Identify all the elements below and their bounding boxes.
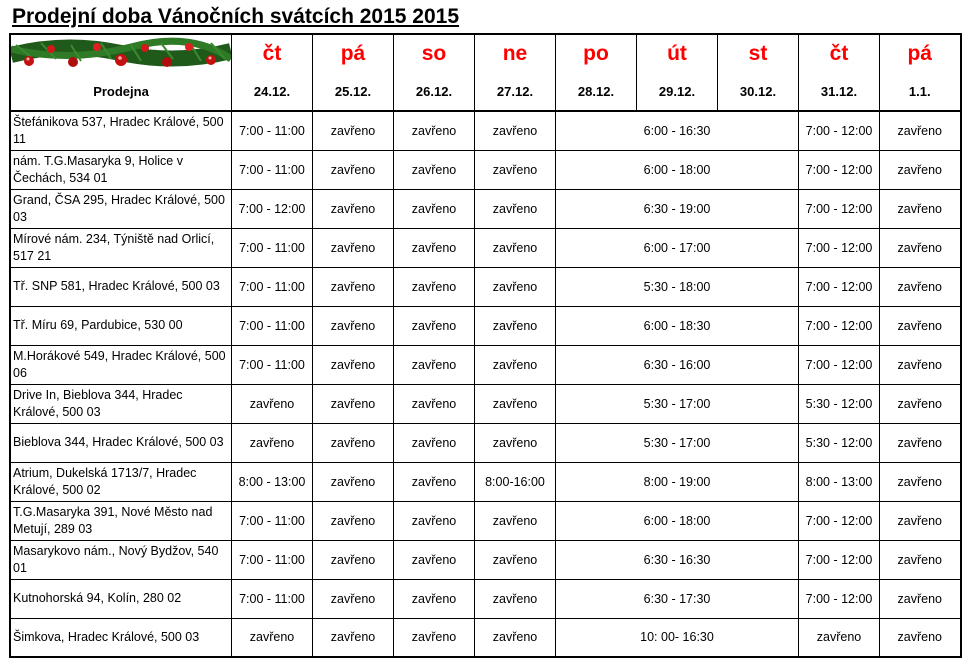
hours-27-12: zavřeno: [475, 423, 556, 462]
hours-24-12: 7:00 - 12:00: [232, 189, 313, 228]
store-address: Štefánikova 537, Hradec Králové, 500 11: [10, 111, 232, 150]
hours-28-30-12: 6:30 - 16:30: [556, 540, 799, 579]
hours-28-30-12: 6:00 - 18:30: [556, 306, 799, 345]
hours-25-12: zavřeno: [313, 267, 394, 306]
table-row: [10, 579, 961, 618]
hours-26-12: zavřeno: [394, 267, 475, 306]
hours-27-12: zavřeno: [475, 150, 556, 189]
store-address: Kutnohorská 94, Kolín, 280 02: [10, 579, 232, 618]
hours-1-1: zavřeno: [880, 228, 961, 267]
store-address: Šimkova, Hradec Králové, 500 03: [10, 618, 232, 657]
store-address: Drive In, Bieblova 344, Hradec Králové, 500 03: [10, 384, 232, 423]
day-name-header: čt: [799, 34, 880, 73]
table-row: [10, 384, 961, 423]
hours-24-12: 7:00 - 11:00: [232, 111, 313, 150]
day-name-header: st: [718, 34, 799, 73]
table-row: [10, 462, 961, 501]
table-row: [10, 267, 961, 306]
hours-24-12: 7:00 - 11:00: [232, 579, 313, 618]
hours-25-12: zavřeno: [313, 618, 394, 657]
hours-1-1: zavřeno: [880, 618, 961, 657]
hours-26-12: zavřeno: [394, 189, 475, 228]
hours-31-12: 8:00 - 13:00: [799, 462, 880, 501]
hours-26-12: zavřeno: [394, 618, 475, 657]
hours-27-12: 8:00-16:00: [475, 462, 556, 501]
store-address: T.G.Masaryka 391, Nové Město nad Metují, 289 03: [10, 501, 232, 540]
day-name-header: pá: [313, 34, 394, 73]
day-name-header: pá: [880, 34, 961, 73]
hours-28-30-12: 6:00 - 18:00: [556, 150, 799, 189]
hours-1-1: zavřeno: [880, 501, 961, 540]
hours-1-1: zavřeno: [880, 345, 961, 384]
hours-25-12: zavřeno: [313, 501, 394, 540]
hours-27-12: zavřeno: [475, 306, 556, 345]
hours-25-12: zavřeno: [313, 189, 394, 228]
hours-31-12: 7:00 - 12:00: [799, 501, 880, 540]
hours-27-12: zavřeno: [475, 189, 556, 228]
hours-25-12: zavřeno: [313, 150, 394, 189]
hours-31-12: zavřeno: [799, 618, 880, 657]
table-row: [10, 111, 961, 150]
hours-31-12: 7:00 - 12:00: [799, 150, 880, 189]
hours-31-12: 5:30 - 12:00: [799, 384, 880, 423]
date-header: 29.12.: [637, 73, 718, 111]
table-row: [10, 150, 961, 189]
table-row: [10, 189, 961, 228]
hours-26-12: zavřeno: [394, 579, 475, 618]
christmas-garland-icon: [11, 35, 231, 73]
hours-1-1: zavřeno: [880, 189, 961, 228]
hours-24-12: 7:00 - 11:00: [232, 228, 313, 267]
hours-27-12: zavřeno: [475, 501, 556, 540]
hours-26-12: zavřeno: [394, 384, 475, 423]
hours-31-12: 7:00 - 12:00: [799, 267, 880, 306]
opening-hours-table: [9, 33, 962, 658]
hours-26-12: zavřeno: [394, 150, 475, 189]
hours-27-12: zavřeno: [475, 540, 556, 579]
hours-28-30-12: 6:00 - 18:00: [556, 501, 799, 540]
store-address: Mírové nám. 234, Týniště nad Orlicí, 517 21: [10, 228, 232, 267]
hours-25-12: zavřeno: [313, 579, 394, 618]
hours-31-12: 7:00 - 12:00: [799, 345, 880, 384]
hours-1-1: zavřeno: [880, 579, 961, 618]
hours-24-12: 7:00 - 11:00: [232, 540, 313, 579]
store-column-header: Prodejna: [10, 73, 232, 111]
hours-27-12: zavřeno: [475, 111, 556, 150]
store-address: Bieblova 344, Hradec Králové, 500 03: [10, 423, 232, 462]
hours-26-12: zavřeno: [394, 306, 475, 345]
store-address: nám. T.G.Masaryka 9, Holice v Čechách, 534 01: [10, 150, 232, 189]
day-name-header: ne: [475, 34, 556, 73]
hours-24-12: zavřeno: [232, 384, 313, 423]
store-address: Atrium, Dukelská 1713/7, Hradec Králové, 500 02: [10, 462, 232, 501]
hours-31-12: 5:30 - 12:00: [799, 423, 880, 462]
table-row: [10, 618, 961, 657]
hours-27-12: zavřeno: [475, 384, 556, 423]
hours-26-12: zavřeno: [394, 462, 475, 501]
page-title: Prodejní doba Vánočních svátcích 2015 2015: [12, 5, 460, 28]
hours-25-12: zavřeno: [313, 462, 394, 501]
hours-24-12: 7:00 - 11:00: [232, 306, 313, 345]
date-header: 28.12.: [556, 73, 637, 111]
hours-31-12: 7:00 - 12:00: [799, 540, 880, 579]
hours-26-12: zavřeno: [394, 228, 475, 267]
hours-24-12: zavřeno: [232, 423, 313, 462]
hours-24-12: 7:00 - 11:00: [232, 267, 313, 306]
header-date-row: [10, 73, 961, 111]
hours-28-30-12: 8:00 - 19:00: [556, 462, 799, 501]
hours-27-12: zavřeno: [475, 267, 556, 306]
hours-1-1: zavřeno: [880, 150, 961, 189]
hours-28-30-12: 6:30 - 17:30: [556, 579, 799, 618]
hours-1-1: zavřeno: [880, 540, 961, 579]
hours-1-1: zavřeno: [880, 306, 961, 345]
hours-26-12: zavřeno: [394, 501, 475, 540]
hours-27-12: zavřeno: [475, 345, 556, 384]
date-header: 25.12.: [313, 73, 394, 111]
date-header: 24.12.: [232, 73, 313, 111]
hours-28-30-12: 6:00 - 17:00: [556, 228, 799, 267]
hours-27-12: zavřeno: [475, 618, 556, 657]
hours-26-12: zavřeno: [394, 345, 475, 384]
hours-31-12: 7:00 - 12:00: [799, 111, 880, 150]
hours-28-30-12: 6:00 - 16:30: [556, 111, 799, 150]
store-address: Masarykovo nám., Nový Bydžov, 540 01: [10, 540, 232, 579]
hours-25-12: zavřeno: [313, 111, 394, 150]
hours-1-1: zavřeno: [880, 423, 961, 462]
date-header: 27.12.: [475, 73, 556, 111]
hours-31-12: 7:00 - 12:00: [799, 189, 880, 228]
date-header: 26.12.: [394, 73, 475, 111]
table-row: [10, 345, 961, 384]
hours-25-12: zavřeno: [313, 345, 394, 384]
hours-26-12: zavřeno: [394, 111, 475, 150]
day-name-header: so: [394, 34, 475, 73]
hours-1-1: zavřeno: [880, 267, 961, 306]
hours-25-12: zavřeno: [313, 423, 394, 462]
hours-25-12: zavřeno: [313, 306, 394, 345]
hours-1-1: zavřeno: [880, 462, 961, 501]
day-name-header: po: [556, 34, 637, 73]
date-header: 1.1.: [880, 73, 961, 111]
hours-1-1: zavřeno: [880, 384, 961, 423]
hours-24-12: 7:00 - 11:00: [232, 501, 313, 540]
hours-28-30-12: 6:30 - 16:00: [556, 345, 799, 384]
store-address: Tř. SNP 581, Hradec Králové, 500 03: [10, 267, 232, 306]
date-header: 31.12.: [799, 73, 880, 111]
hours-25-12: zavřeno: [313, 384, 394, 423]
hours-31-12: 7:00 - 12:00: [799, 306, 880, 345]
hours-24-12: zavřeno: [232, 618, 313, 657]
table-row: [10, 306, 961, 345]
hours-26-12: zavřeno: [394, 540, 475, 579]
store-address: Tř. Míru 69, Pardubice, 530 00: [10, 306, 232, 345]
hours-28-30-12: 5:30 - 17:00: [556, 423, 799, 462]
hours-24-12: 8:00 - 13:00: [232, 462, 313, 501]
hours-31-12: 7:00 - 12:00: [799, 228, 880, 267]
hours-24-12: 7:00 - 11:00: [232, 345, 313, 384]
hours-28-30-12: 10: 00- 16:30: [556, 618, 799, 657]
christmas-garland-image: [10, 34, 232, 73]
hours-28-30-12: 5:30 - 18:00: [556, 267, 799, 306]
hours-27-12: zavřeno: [475, 579, 556, 618]
table-row: [10, 540, 961, 579]
hours-28-30-12: 5:30 - 17:00: [556, 384, 799, 423]
day-name-header: čt: [232, 34, 313, 73]
hours-25-12: zavřeno: [313, 540, 394, 579]
day-name-header: út: [637, 34, 718, 73]
hours-31-12: 7:00 - 12:00: [799, 579, 880, 618]
table-row: [10, 228, 961, 267]
hours-24-12: 7:00 - 11:00: [232, 150, 313, 189]
table-row: [10, 501, 961, 540]
table-row: [10, 423, 961, 462]
hours-28-30-12: 6:30 - 19:00: [556, 189, 799, 228]
hours-1-1: zavřeno: [880, 111, 961, 150]
hours-26-12: zavřeno: [394, 423, 475, 462]
hours-25-12: zavřeno: [313, 228, 394, 267]
date-header: 30.12.: [718, 73, 799, 111]
hours-27-12: zavřeno: [475, 228, 556, 267]
store-address: M.Horákové 549, Hradec Králové, 500 06: [10, 345, 232, 384]
store-address: Grand, ČSA 295, Hradec Králové, 500 03: [10, 189, 232, 228]
header-day-row: [10, 34, 961, 73]
